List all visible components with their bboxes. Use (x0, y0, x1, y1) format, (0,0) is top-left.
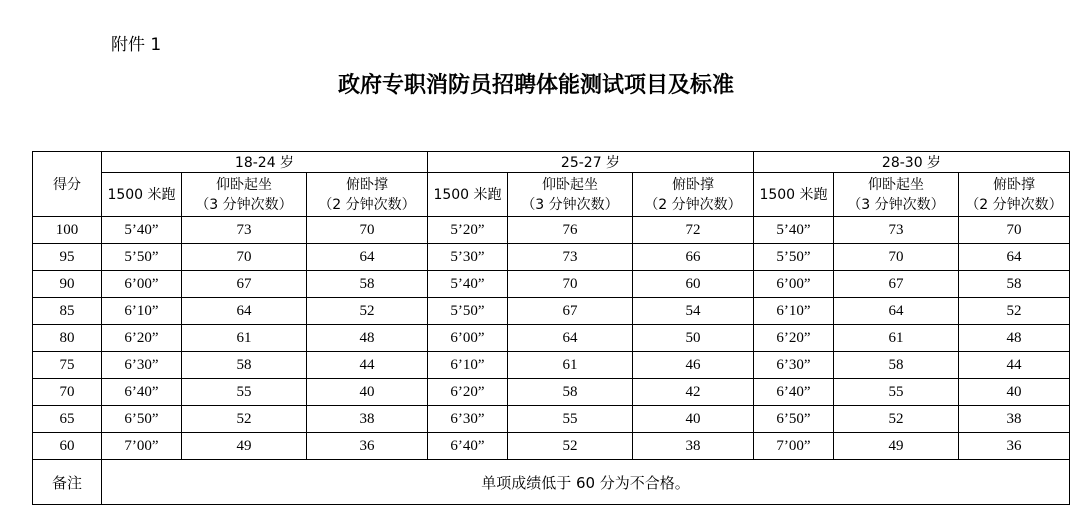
situp-count-cell: 58 (182, 352, 307, 379)
run-header: 1500 米跑 (428, 173, 508, 217)
attachment-label: 附件 1 (111, 35, 162, 55)
pushup-count-cell: 52 (307, 298, 428, 325)
situp-count-cell: 73 (182, 217, 307, 244)
table-row (33, 325, 1070, 352)
situp-count-cell: 58 (508, 379, 633, 406)
run-header: 1500 米跑 (102, 173, 182, 217)
situp-header: 仰卧起坐 （3 分钟次数） (182, 173, 307, 217)
run-time-cell: 6’10” (754, 298, 834, 325)
situp-count-cell: 55 (508, 406, 633, 433)
run-time-cell: 5’40” (102, 217, 182, 244)
pushup-count-cell: 36 (307, 433, 428, 460)
pushup-count-cell: 44 (959, 352, 1070, 379)
situp-count-cell: 52 (182, 406, 307, 433)
run-time-cell: 6’00” (754, 271, 834, 298)
pushup-count-cell: 72 (633, 217, 754, 244)
run-time-cell: 6’40” (428, 433, 508, 460)
document-title: 政府专职消防员招聘体能测试项目及标准 (337, 72, 734, 98)
run-time-cell: 5’50” (754, 244, 834, 271)
run-time-cell: 6’30” (428, 406, 508, 433)
table-row (33, 271, 1070, 298)
situp-count-cell: 55 (182, 379, 307, 406)
score-cell: 90 (33, 271, 102, 298)
run-time-cell: 6’30” (754, 352, 834, 379)
run-time-cell: 6’40” (102, 379, 182, 406)
pushup-count-cell: 58 (959, 271, 1070, 298)
pushup-count-cell: 48 (307, 325, 428, 352)
score-header: 得分 (33, 152, 102, 217)
pushup-count-cell: 38 (633, 433, 754, 460)
situp-count-cell: 52 (508, 433, 633, 460)
score-cell: 75 (33, 352, 102, 379)
run-time-cell: 5’40” (428, 271, 508, 298)
pushup-count-cell: 52 (959, 298, 1070, 325)
situp-count-cell: 55 (834, 379, 959, 406)
pushup-count-cell: 40 (959, 379, 1070, 406)
situp-count-cell: 64 (508, 325, 633, 352)
table-row (33, 244, 1070, 271)
pushup-count-cell: 70 (307, 217, 428, 244)
situp-count-cell: 49 (182, 433, 307, 460)
pushup-count-cell: 66 (633, 244, 754, 271)
situp-count-cell: 49 (834, 433, 959, 460)
pushup-count-cell: 64 (959, 244, 1070, 271)
pushup-count-cell: 40 (307, 379, 428, 406)
situp-count-cell: 58 (834, 352, 959, 379)
pushup-count-cell: 44 (307, 352, 428, 379)
situp-count-cell: 70 (182, 244, 307, 271)
pushup-count-cell: 50 (633, 325, 754, 352)
situp-count-cell: 70 (834, 244, 959, 271)
table-row (33, 433, 1070, 460)
run-time-cell: 6’20” (754, 325, 834, 352)
run-time-cell: 6’10” (102, 298, 182, 325)
run-time-cell: 6’00” (102, 271, 182, 298)
run-time-cell: 7’00” (754, 433, 834, 460)
score-cell: 80 (33, 325, 102, 352)
run-time-cell: 7’00” (102, 433, 182, 460)
pushup-count-cell: 38 (959, 406, 1070, 433)
situp-count-cell: 52 (834, 406, 959, 433)
situp-count-cell: 67 (182, 271, 307, 298)
pushup-count-cell: 48 (959, 325, 1070, 352)
pushup-count-cell: 58 (307, 271, 428, 298)
situp-count-cell: 61 (508, 352, 633, 379)
pushup-count-cell: 70 (959, 217, 1070, 244)
run-time-cell: 6’30” (102, 352, 182, 379)
situp-count-cell: 61 (834, 325, 959, 352)
situp-header: 仰卧起坐 （3 分钟次数） (834, 173, 959, 217)
pushup-count-cell: 46 (633, 352, 754, 379)
score-cell: 95 (33, 244, 102, 271)
note-text: 单项成绩低于 60 分为不合格。 (102, 460, 1070, 505)
pushup-count-cell: 64 (307, 244, 428, 271)
situp-count-cell: 73 (508, 244, 633, 271)
situp-header: 仰卧起坐 （3 分钟次数） (508, 173, 633, 217)
table-row (33, 217, 1070, 244)
situp-count-cell: 73 (834, 217, 959, 244)
run-time-cell: 5’50” (102, 244, 182, 271)
run-time-cell: 6’50” (102, 406, 182, 433)
situp-count-cell: 67 (508, 298, 633, 325)
run-time-cell: 5’30” (428, 244, 508, 271)
table-row (33, 352, 1070, 379)
pushup-count-cell: 42 (633, 379, 754, 406)
note-label: 备注 (33, 460, 102, 505)
situp-count-cell: 64 (182, 298, 307, 325)
run-time-cell: 6’20” (428, 379, 508, 406)
score-cell: 100 (33, 217, 102, 244)
run-header: 1500 米跑 (754, 173, 834, 217)
pushup-header: 俯卧撑 （2 分钟次数） (307, 173, 428, 217)
pushup-count-cell: 40 (633, 406, 754, 433)
score-cell: 85 (33, 298, 102, 325)
table-row (33, 406, 1070, 433)
pushup-count-cell: 38 (307, 406, 428, 433)
situp-count-cell: 61 (182, 325, 307, 352)
run-time-cell: 5’50” (428, 298, 508, 325)
age-group-header: 18-24 岁 (102, 152, 428, 173)
table-row (33, 298, 1070, 325)
pushup-count-cell: 60 (633, 271, 754, 298)
run-time-cell: 6’00” (428, 325, 508, 352)
situp-count-cell: 67 (834, 271, 959, 298)
pushup-count-cell: 54 (633, 298, 754, 325)
fitness-standards-table (32, 151, 1070, 505)
situp-count-cell: 76 (508, 217, 633, 244)
pushup-header: 俯卧撑 （2 分钟次数） (959, 173, 1070, 217)
run-time-cell: 5’20” (428, 217, 508, 244)
table-row (33, 379, 1070, 406)
age-group-header: 28-30 岁 (754, 152, 1070, 173)
situp-count-cell: 70 (508, 271, 633, 298)
score-cell: 70 (33, 379, 102, 406)
situp-count-cell: 64 (834, 298, 959, 325)
run-time-cell: 6’10” (428, 352, 508, 379)
score-cell: 60 (33, 433, 102, 460)
run-time-cell: 6’20” (102, 325, 182, 352)
pushup-header: 俯卧撑 （2 分钟次数） (633, 173, 754, 217)
score-cell: 65 (33, 406, 102, 433)
age-group-header: 25-27 岁 (428, 152, 754, 173)
pushup-count-cell: 36 (959, 433, 1070, 460)
run-time-cell: 6’40” (754, 379, 834, 406)
run-time-cell: 6’50” (754, 406, 834, 433)
run-time-cell: 5’40” (754, 217, 834, 244)
